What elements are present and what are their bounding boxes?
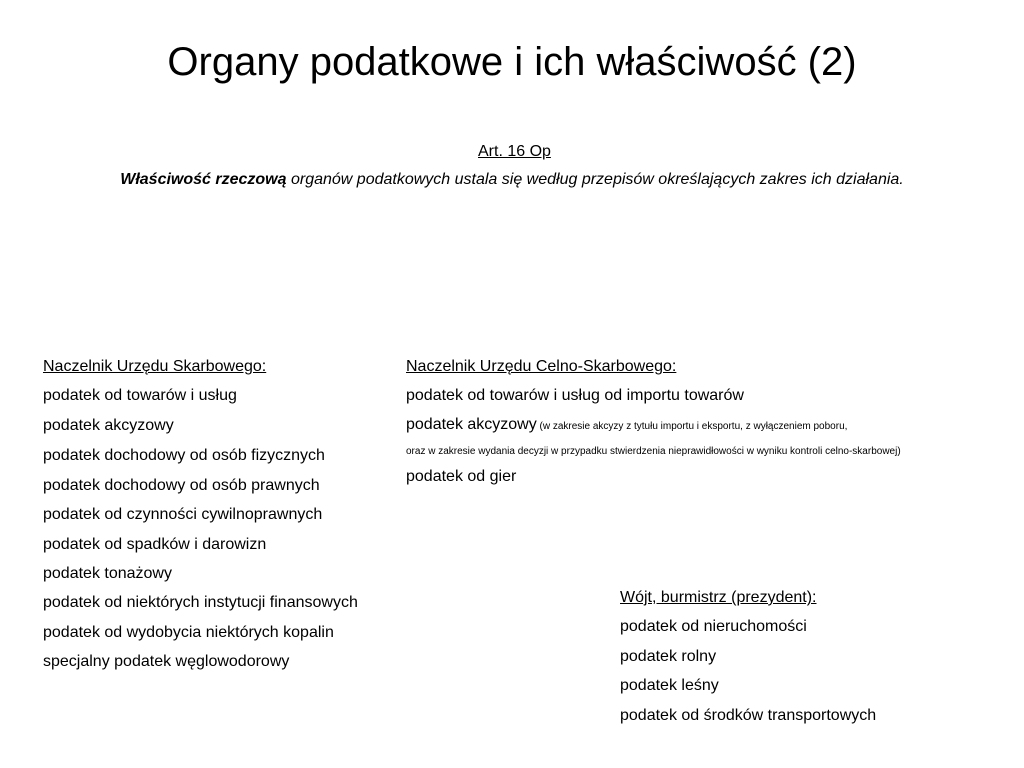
list-item: podatek od środków transportowych xyxy=(620,707,877,724)
article-text-emphasis: Właściwość rzeczową xyxy=(120,171,287,188)
list-item: podatek leśny xyxy=(620,677,719,694)
list-item: podatek od nieruchomości xyxy=(620,618,807,635)
list-item: podatek od towarów i usług od importu towarów xyxy=(406,387,744,404)
column-heading: Naczelnik Urzędu Skarbowego: xyxy=(43,358,267,375)
list-item-note-continued: oraz w zakresie wydania decyzji w przypadku stwierdzenia nieprawidłowości w wyniku kontroli celno-skarbowej) xyxy=(406,446,901,457)
list-item: podatek od spadków i darowizn xyxy=(43,536,267,553)
list-item: podatek akcyzowy xyxy=(43,417,174,434)
list-item: podatek dochodowy od osób prawnych xyxy=(43,477,320,494)
list-item: podatek od wydobycia niektórych kopalin xyxy=(43,624,334,641)
list-item: podatek dochodowy od osób fizycznych xyxy=(43,447,325,464)
article-text xyxy=(0,171,1024,189)
list-item: podatek od gier xyxy=(406,468,517,485)
list-item: specjalny podatek węglowodorowy xyxy=(43,653,290,670)
column-wojt xyxy=(620,588,816,608)
column-naczelnik-us-list xyxy=(43,386,358,682)
article-text-rest: organów podatkowych ustala się według przepisów określających zakres ich działania. xyxy=(286,171,904,188)
list-item: podatek rolny xyxy=(620,648,717,665)
page-title: Organy podatkowe i ich właściwość (2) xyxy=(167,40,857,84)
list-item: podatek tonażowy xyxy=(43,565,172,582)
list-item: podatek od czynności cywilnoprawnych xyxy=(43,506,323,523)
list-item-label: podatek akcyzowy xyxy=(406,416,537,433)
column-heading: Naczelnik Urzędu Celno-Skarbowego: xyxy=(406,358,677,375)
column-wojt-list xyxy=(620,617,876,736)
column-naczelnik-us xyxy=(43,357,266,377)
article-reference: Art. 16 Op xyxy=(478,143,551,160)
list-item-note: (w zakresie akcyzy z tytułu importu i eksportu, z wyłączeniem poboru, xyxy=(536,421,848,432)
list-item xyxy=(406,415,847,437)
column-heading: Wójt, burmistrz (prezydent): xyxy=(620,589,817,606)
list-item: podatek od towarów i usług xyxy=(43,387,237,404)
column-naczelnik-ucs xyxy=(406,357,676,377)
list-item: podatek od niektórych instytucji finansowych xyxy=(43,594,358,611)
